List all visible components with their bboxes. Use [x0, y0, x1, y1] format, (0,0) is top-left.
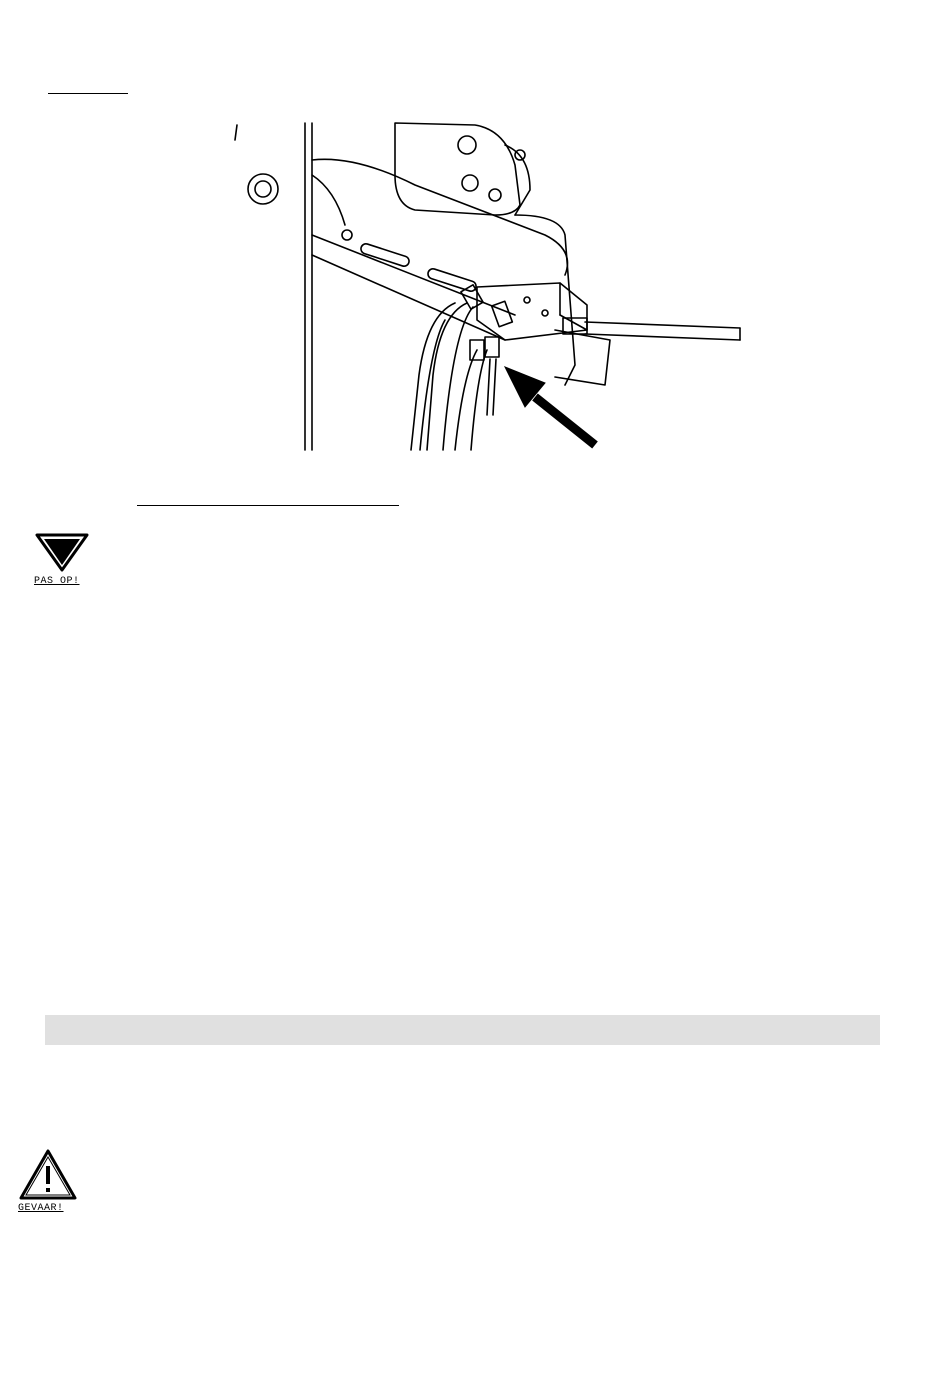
- hydraulic-illustration: [215, 115, 750, 455]
- heading-underline: [48, 93, 128, 94]
- pointer-arrow: [505, 367, 595, 445]
- section-underline: [137, 505, 399, 506]
- danger-label: GEVAAR!: [18, 1203, 64, 1214]
- danger-exclamation-triangle-icon: [18, 1148, 78, 1202]
- section-band: [45, 1015, 880, 1045]
- caution-triangle-icon: [34, 532, 90, 574]
- caution-sign: [32, 532, 92, 592]
- danger-sign: [18, 1148, 82, 1218]
- caution-label: PAS OP!: [34, 576, 80, 587]
